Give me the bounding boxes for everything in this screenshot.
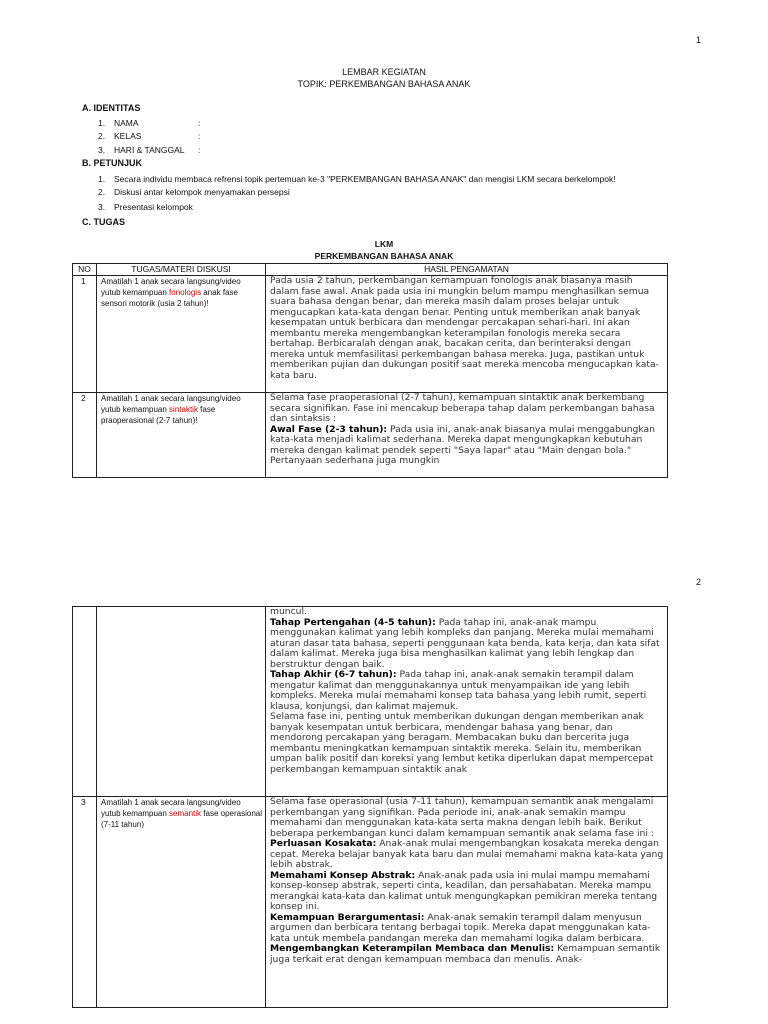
task-text: Amatilah 1 anak secara langsung/video yutub kemampuan: [101, 277, 241, 297]
identity-colon: :: [198, 131, 201, 141]
header-result: HASIL PENGAMATAN: [266, 264, 668, 276]
row-task: [97, 797, 266, 1008]
result-text: Selama fase ini, penting untuk memberikan dukungan dengan memberikan anak banyak kesempatan untuk berbicara, mendengar bahasa yang benar, dan mendorong percakapan yang beragam. Membacakan buku dan bercerita juga membantu meningkatkan kemampuan sintaktik mereka. Selain itu, memberikan umpan balik positif dan koreksi yang lembut ketika diperlukan dapat mempercepat perkembangan kemampuan sintaktik anak: [270, 711, 654, 775]
row-number: 3: [73, 797, 97, 1008]
instruction-text: Diskusi antar kelompok menyamakan persepsi: [114, 187, 290, 197]
result-bold: Kemampuan Berargumentasi:: [270, 911, 425, 923]
identity-colon: :: [198, 145, 201, 155]
list-number: 3.: [98, 202, 106, 212]
row-result: [266, 393, 668, 478]
result-text: Pada tahap ini, anak-anak mampu menggunakan kalimat yang lebih kompleks dan panjang. Mereka mulai memahami aturan dasar tata bahasa, seperti penggunaan kata benda, kata kerja, dan kata sifat dalam kalimat. Mereka juga bisa menghasilkan kalimat yang lebih lengkap dan berstruktur dengan baik.: [270, 616, 660, 670]
identity-class: [98, 131, 141, 141]
identity-label: NAMA: [114, 118, 139, 128]
worksheet-title: LEMBAR KEGIATAN: [342, 67, 426, 77]
row-result: [266, 797, 668, 1008]
section-petunjuk: B. PETUNJUK: [82, 158, 143, 168]
identity-date: [98, 145, 185, 155]
instruction-1: [98, 174, 616, 184]
result-text: muncul.: [270, 607, 307, 617]
result-bold: Memahami Konsep Abstrak:: [270, 869, 416, 881]
task-keyword: fonologis: [169, 288, 202, 297]
section-identitas: A. IDENTITAS: [82, 103, 141, 113]
row-result-continued: [266, 607, 668, 797]
worksheet-topic: TOPIK: PERKEMBANGAN BAHASA ANAK: [297, 79, 471, 89]
list-number: 1.: [98, 174, 106, 184]
result-text: Pada tahap ini, anak-anak semakin terampil dalam mengatur kalimat dan menggunakannya untuk menyampaikan ide yang lebih kompleks. Mereka mulai memahami konsep tata bahasa yang lebih rumit, seperti klausa, konjungsi, dan kalimat majemuk.: [270, 669, 647, 712]
identity-name: [98, 118, 139, 128]
result-bold: Tahap Pertengahan (4-5 tahun):: [270, 616, 436, 628]
result-text: Pada usia 2 tahun, perkembangan kemampuan fonologis anak biasanya masih dalam fase awal. Anak pada usia ini mungkin belum mampu menghasilkan semua suara bahasa dengan benar, dan mereka masih dalam proses belajar untuk mengucapkan kata-kata dengan benar. Penting untuk memberikan anak banyak kesempatan untuk berbicara dan mendengar percakapan sehari-hari. Ini akan membantu mereka mengembangkan keterampilan fonologis mereka secara bertahap. Berbicaralah dengan anak, bacakan cerita, dan berinteraksi dengan mereka untuk memfasilitasi perkembangan bahasa mereka. Juga, pastikan untuk memberikan pujian dan dukungan positif saat mereka mencoba mengucapkan kata-kata baru.: [270, 276, 659, 381]
result-bold: Awal Fase (2-3 tahun):: [270, 423, 388, 435]
table-row: [73, 393, 668, 478]
table-row: [73, 607, 668, 797]
list-number: 2.: [98, 187, 106, 197]
identity-colon: :: [198, 118, 201, 128]
task-text: Amatilah 1 anak secara langsung/video yutub kemampuan: [101, 394, 241, 414]
page-number-1: 1: [696, 35, 702, 45]
instruction-3: [98, 202, 193, 212]
header-no: NO: [73, 264, 97, 276]
table-row: [73, 276, 668, 393]
row-number: 1: [73, 276, 97, 393]
row-number: 2: [73, 393, 97, 478]
section-tugas: C. TUGAS: [82, 217, 126, 227]
result-bold: Tahap Akhir (6-7 tahun):: [270, 669, 397, 680]
task-text: fase operasional (7-11 tahun): [101, 809, 262, 829]
header-task: TUGAS/MATERI DISKUSI: [97, 264, 266, 276]
result-text: Kemampuan semantik juga terkait erat dengan kemampuan membaca dan menulis. Anak-: [270, 943, 661, 965]
lkm-title: LKM: [374, 239, 394, 249]
result-bold: Perluasan Kosakata:: [270, 838, 377, 849]
row-task: [97, 393, 266, 478]
result-text: Selama fase operasional (usia 7-11 tahun), kemampuan semantik anak mengalami perkembangan yang signifikan. Pada periode ini, anak-anak semakin mampu memahami dan menggunakan kata-kata serta makna dengan lebih baik. Berikut beberapa perkembangan kunci dalam kemampuan semantik anak selama fase ini :: [270, 797, 654, 839]
result-text: Pada usia ini, anak-anak biasanya mulai menggabungkan kata-kata menjadi kalimat sederhana. Mereka dapat mengungkapkan kebutuhan mereka dengan kalimat pendek seperti "Saya lapar" atau "Main dengan bola." Pertanyaan sederhana juga mungkin: [270, 423, 655, 466]
row-task: [97, 276, 266, 393]
task-text: anak fase sensori motorik (usia 2 tahun)!: [101, 288, 238, 308]
instruction-text: Secara individu membaca refrensi topik pertemuan ke-3 "PERKEMBANGAN BAHASA ANAK" dan mengisi LKM secara berkelompok!: [114, 174, 616, 184]
row-task-empty: [97, 607, 266, 797]
result-text: Anak-anak mulai mengembangkan kosakata mereka dengan cepat. Mereka belajar banyak kata baru dan mulai memahami makna kata-kata yang lebih abstrak.: [270, 838, 664, 870]
result-bold: Mengembangkan Keterampilan Membaca dan Menulis:: [270, 943, 555, 954]
lkm-subtitle: PERKEMBANGAN BAHASA ANAK: [314, 251, 454, 261]
page-number-2: 2: [696, 577, 702, 587]
list-number: 2.: [98, 131, 106, 141]
identity-label: HARI & TANGGAL: [114, 145, 185, 155]
task-keyword: sintaktik: [169, 405, 198, 414]
lkm-table-page1: [72, 263, 668, 478]
table-row: [73, 797, 668, 1008]
row-result: [266, 276, 668, 393]
identity-label: KELAS: [114, 131, 142, 141]
lkm-table-page2: [72, 606, 668, 1008]
result-text: Anak-anak semakin terampil dalam menyusun argumen dan berbicara tentang berbagai topik. Mereka dapat menggunakan kata-kata untuk membela pandangan mereka dan memahami logika dalam berbicara.: [270, 911, 651, 944]
instruction-text: Presentasi kelompok: [114, 202, 193, 212]
result-text: Selama fase praoperasional (2-7 tahun), kemampuan sintaktik anak berkembang secara signifikan. Fase ini mencakup beberapa tahap dalam perkembangan bahasa dan sintaksis :: [270, 393, 655, 424]
task-text: Amatilah 1 anak secara langsung/video yutub kemampuan: [101, 798, 241, 818]
task-text: fase praoperasional (2-7 tahun)!: [101, 405, 216, 425]
list-number: 3.: [98, 145, 106, 155]
task-keyword: semantik: [169, 809, 202, 818]
row-number-empty: [73, 607, 97, 797]
list-number: 1.: [98, 118, 106, 128]
instruction-2: [98, 187, 290, 197]
result-text: Anak-anak pada usia ini mulai mampu memahami konsep-konsep abstrak, seperti cinta, keadilan, dan persahabatan. Mereka mampu merangkai kata-kata dan kalimat untuk mengungkapkan pemikiran mereka tentang konsep ini.: [270, 869, 658, 912]
